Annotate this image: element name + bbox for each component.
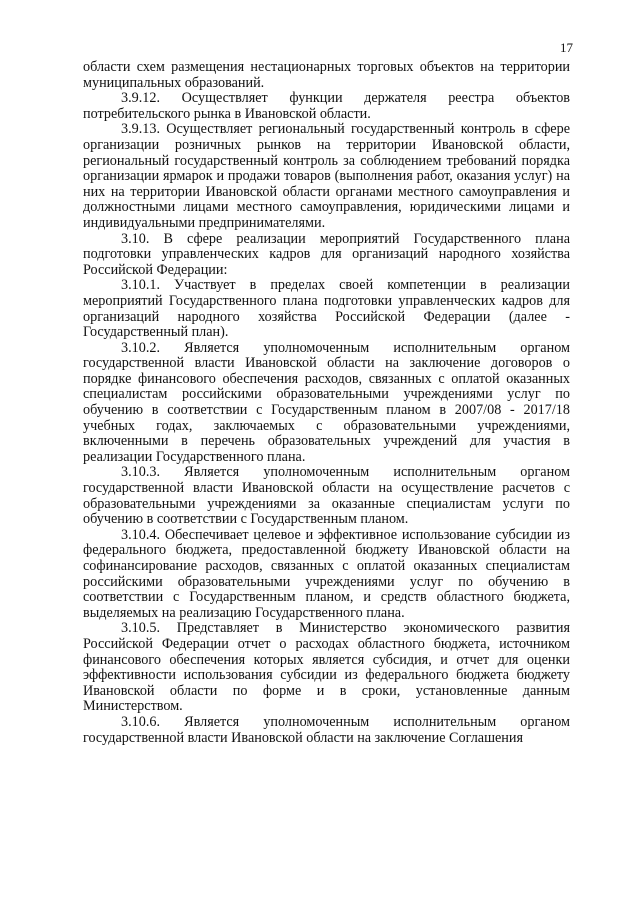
paragraph-3-9-13: 3.9.13. Осуществляет региональный государственный контроль в сфере организации розничных рынков на территории Ивановской области, региональный государственный контроль за соблюдением требований порядка организации ярмарок и продажи товаров (выполнения работ, оказания услуг) на них на территории Ивановской области органами местного самоуправления и должностными лицами местного самоуправления, юридическими лицами и индивидуальными предпринимателями. — [83, 121, 570, 231]
paragraph-3-10-1: 3.10.1. Участвует в пределах своей компетенции в реализации мероприятий Государственного плана подготовки управленческих кадров для организаций народного хозяйства Российской Федерации (далее - Государственный план). — [83, 277, 570, 341]
paragraph-3-10-6: 3.10.6. Является уполномоченным исполнительным органом государственной власти Ивановской области на заключение Соглашения — [83, 713, 570, 746]
paragraph-continuation: области схем размещения нестационарных торговых объектов на территории муниципальных образований. — [83, 59, 570, 91]
paragraph-3-10-5: 3.10.5. Представляет в Министерство экономического развития Российской Федерации отчет о расходах областного бюджета, источником финансового обеспечения которых является субсидия, и отчет для оценки эффективности использования субсидии из федерального бюджета бюджету Ивановской области по форме и в сроки, установленные данным Министерством. — [83, 620, 570, 715]
page-number: 17 — [560, 40, 573, 55]
paragraph-3-10: 3.10. В сфере реализации мероприятий Государственного плана подготовки управленческих кадров для организаций народного хозяйства Российской Федерации: — [83, 230, 570, 278]
paragraph-3-10-2: 3.10.2. Является уполномоченным исполнительным органом государственной власти Ивановской области на заключение договоров о порядке финансового обеспечения расходов, связанных с оплатой оказанных специалистам российскими образовательными учреждениями услуг по обучению в соответствии с Государственным планом в 2007/08 - 2017/18 учебных годах, заключаемых с образовательными учреждениями, включенными в перечень образовательных учреждений для участия в реализации Государственного плана. — [83, 339, 570, 465]
document-body — [83, 60, 570, 746]
paragraph-3-9-12: 3.9.12. Осуществляет функции держателя реестра объектов потребительского рынка в Ивановской области. — [83, 90, 570, 122]
paragraph-3-10-3: 3.10.3. Является уполномоченным исполнительным органом государственной власти Ивановской области на осуществление расчетов с образовательными учреждениями за оказанные специалистам услуги по обучению в соответствии с Государственным планом. — [83, 464, 570, 528]
paragraph-3-10-4: 3.10.4. Обеспечивает целевое и эффективное использование субсидии из федерального бюджета, предоставленной бюджету Ивановской области на софинансирование расходов, связанных с оплатой оказанных специалистам российскими образовательными учреждениями услуг по обучению в соответствии с Государственным планом, и средств областного бюджета, выделяемых на реализацию Государственного плана. — [83, 526, 570, 621]
